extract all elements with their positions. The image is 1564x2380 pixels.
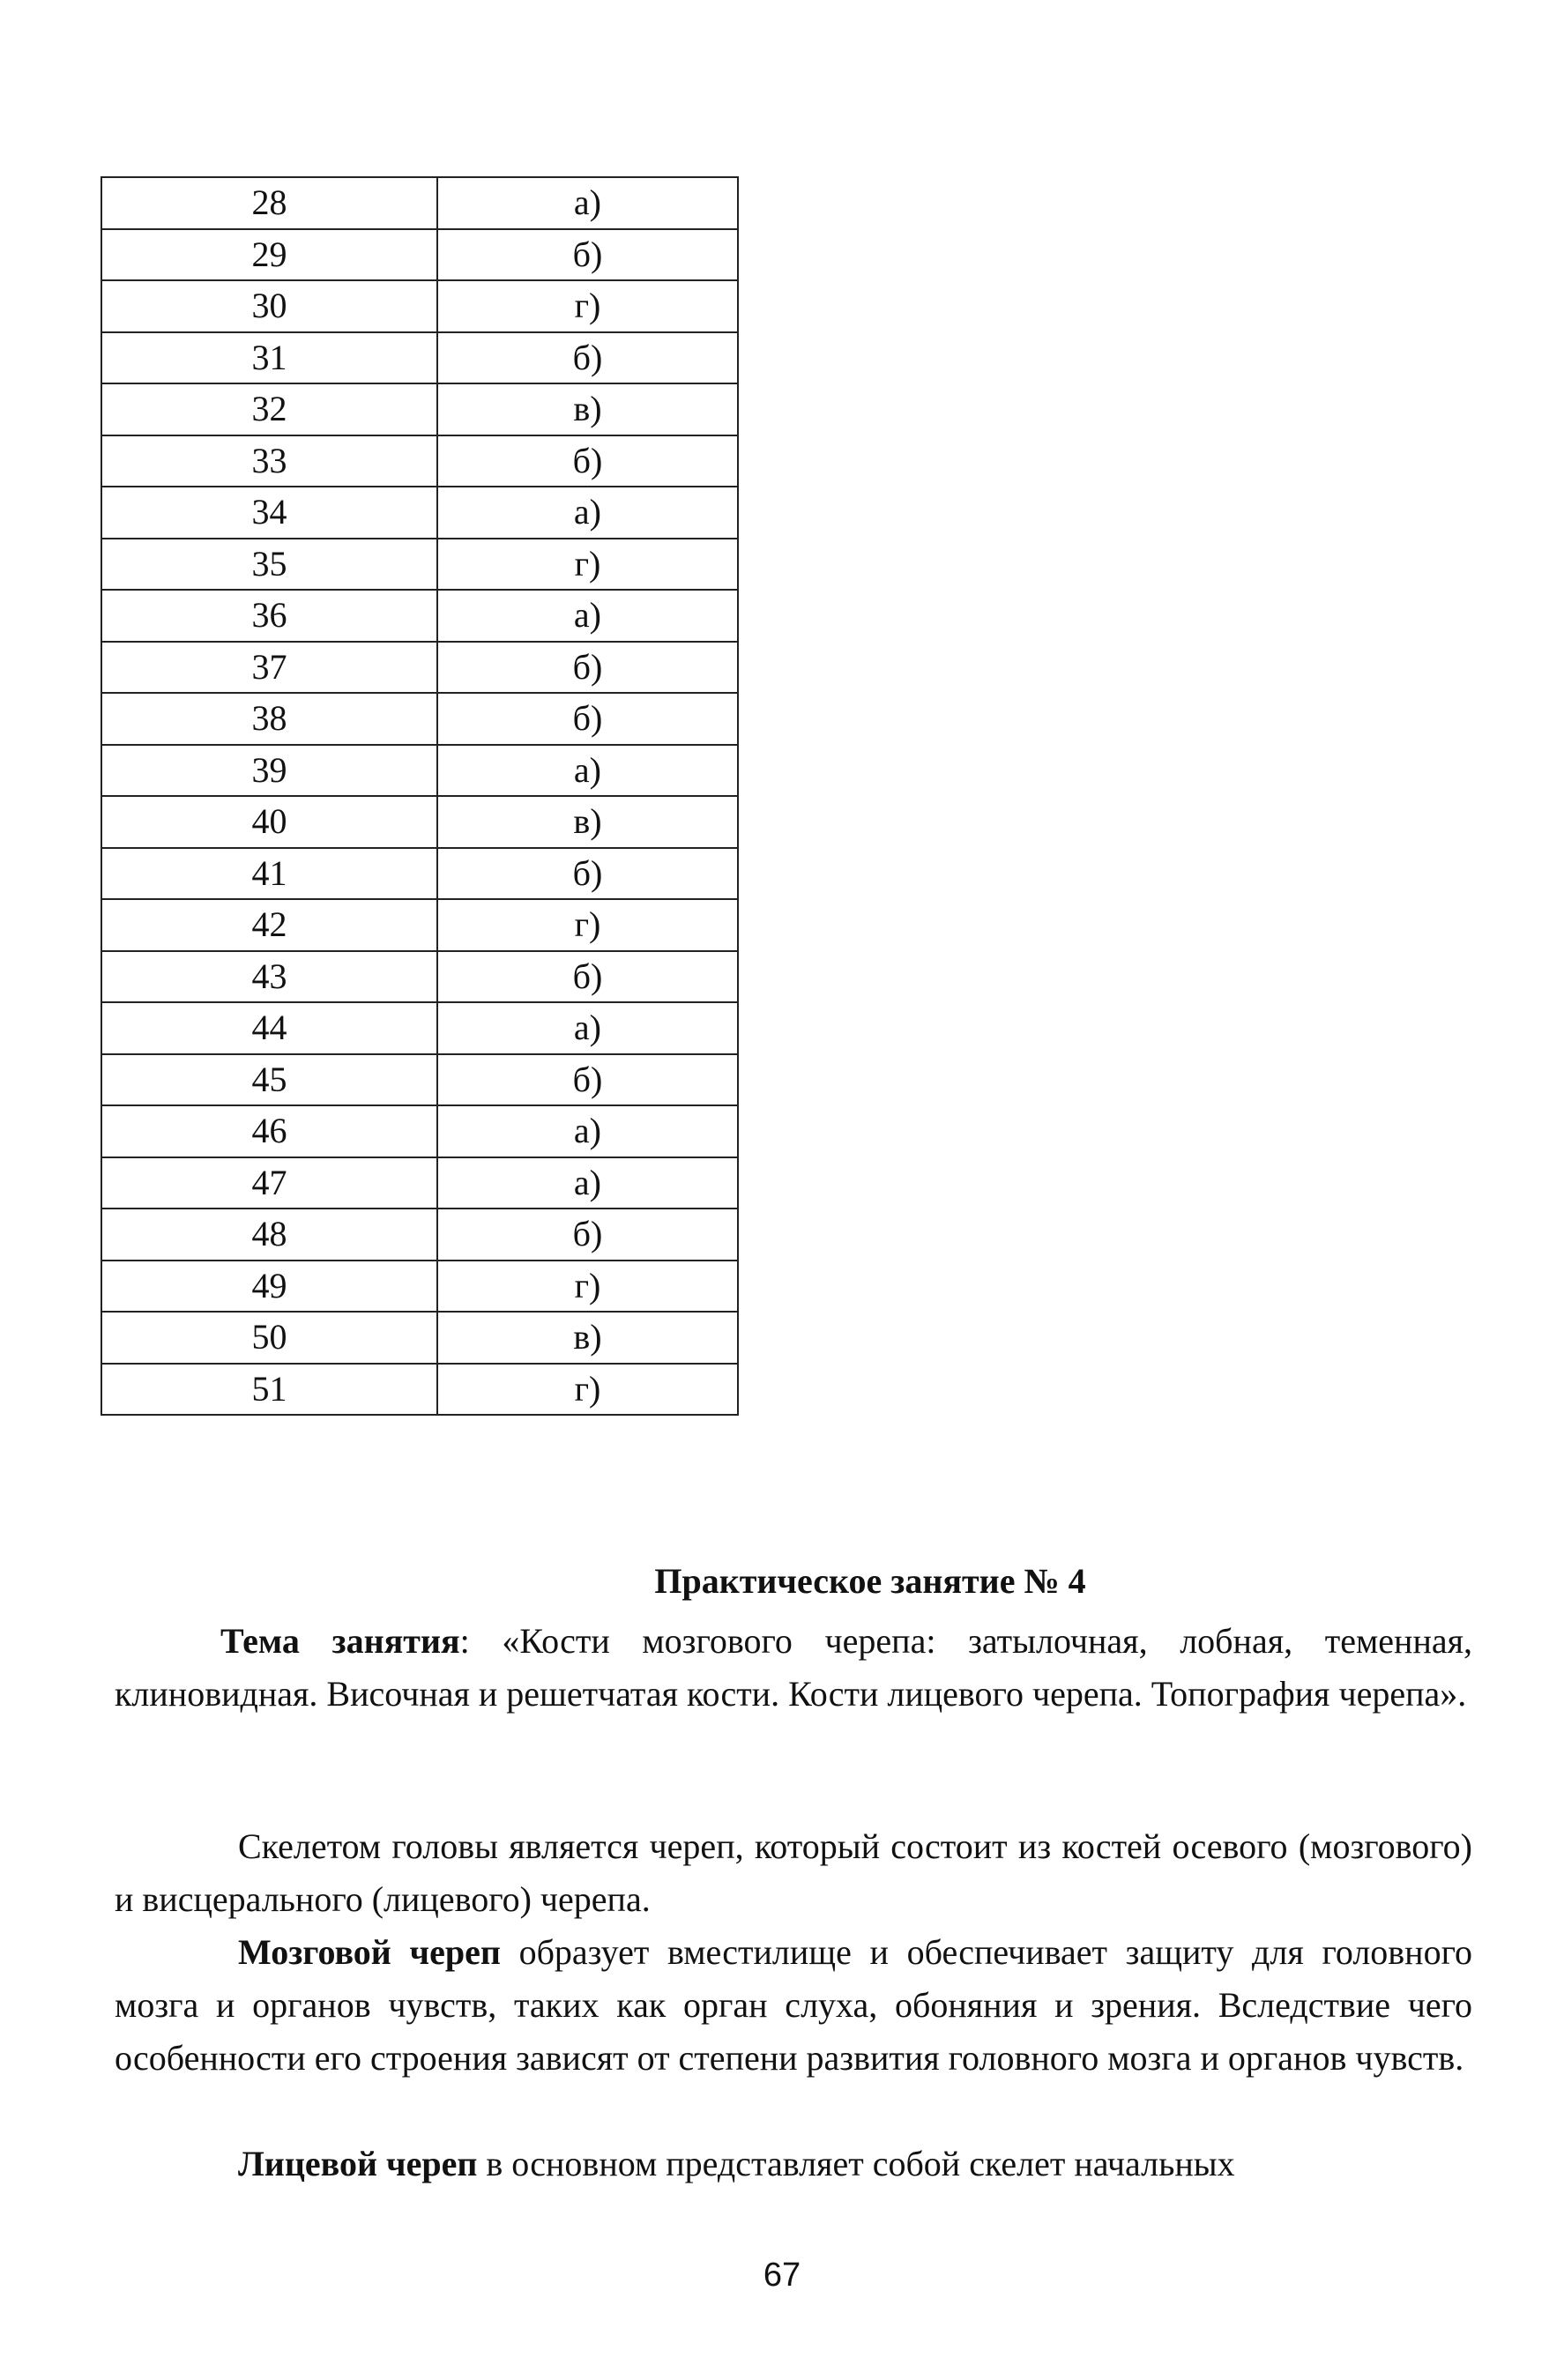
table-row	[101, 1312, 738, 1364]
question-number: 31	[101, 332, 437, 384]
question-number: 33	[101, 435, 437, 487]
answer-letter: б)	[437, 229, 738, 281]
question-number: 38	[101, 693, 437, 745]
answer-letter: г)	[437, 899, 738, 951]
question-number: 30	[101, 280, 437, 332]
question-number: 37	[101, 642, 437, 694]
table-row	[101, 539, 738, 591]
table-row	[101, 1364, 738, 1416]
table-row	[101, 951, 738, 1003]
answer-letter: в)	[437, 1312, 738, 1364]
answer-letter: г)	[437, 280, 738, 332]
answer-letter: г)	[437, 1261, 738, 1313]
answer-letter: б)	[437, 693, 738, 745]
answer-letter: а)	[437, 177, 738, 229]
table-row	[101, 693, 738, 745]
answer-letter: в)	[437, 383, 738, 435]
table-row	[101, 642, 738, 694]
answer-letter: б)	[437, 1054, 738, 1106]
paragraph-facial-skull	[115, 2138, 1472, 2190]
question-number: 34	[101, 487, 437, 539]
neurocranium-term: Мозговой череп	[238, 1932, 501, 1972]
answer-letter: б)	[437, 332, 738, 384]
page-number: 67	[763, 2257, 801, 2294]
answer-letter: в)	[437, 796, 738, 848]
question-number: 51	[101, 1364, 437, 1416]
question-number: 46	[101, 1105, 437, 1157]
table-row	[101, 796, 738, 848]
answer-letter: г)	[437, 1364, 738, 1416]
table-row	[101, 848, 738, 900]
question-number: 44	[101, 1002, 437, 1054]
lesson-heading: Практическое занятие № 4	[654, 1561, 1086, 1601]
answer-letter: а)	[437, 1105, 738, 1157]
table-row	[101, 332, 738, 384]
table-row	[101, 177, 738, 229]
lesson-topic	[115, 1615, 1472, 1721]
question-number: 35	[101, 539, 437, 591]
answer-letter: б)	[437, 848, 738, 900]
table-row	[101, 745, 738, 797]
answer-letter: а)	[437, 745, 738, 797]
facial-skull-term: Лицевой череп	[238, 2144, 478, 2183]
question-number: 41	[101, 848, 437, 900]
table-row	[101, 487, 738, 539]
question-number: 42	[101, 899, 437, 951]
question-number: 49	[101, 1261, 437, 1313]
table-row	[101, 229, 738, 281]
answer-letter: а)	[437, 487, 738, 539]
table-row	[101, 1105, 738, 1157]
topic-text: : «Кости мозгового черепа: затылочная, лобная, теменная, клиновидная. Височная и решетчатая кости. Кости лицевого черепа. Топография черепа».	[115, 1621, 1473, 1714]
answer-letter: г)	[437, 539, 738, 591]
table-row	[101, 383, 738, 435]
question-number: 36	[101, 590, 437, 642]
question-number: 45	[101, 1054, 437, 1106]
question-number: 40	[101, 796, 437, 848]
question-number: 50	[101, 1312, 437, 1364]
answer-table	[101, 176, 739, 1416]
answer-letter: б)	[437, 642, 738, 694]
table-row	[101, 899, 738, 951]
answer-letter: б)	[437, 435, 738, 487]
question-number: 32	[101, 383, 437, 435]
facial-skull-text: в основном представляет собой скелет начальных	[477, 2144, 1235, 2183]
question-number: 29	[101, 229, 437, 281]
answer-letter: а)	[437, 1157, 738, 1209]
question-number: 48	[101, 1209, 437, 1261]
table-row	[101, 1054, 738, 1106]
paragraph-neurocranium	[115, 1926, 1472, 2085]
answer-table-body	[101, 177, 738, 1415]
topic-label: Тема занятия	[220, 1621, 460, 1661]
question-number: 39	[101, 745, 437, 797]
table-row	[101, 1261, 738, 1313]
answer-letter: б)	[437, 1209, 738, 1261]
table-row	[101, 1002, 738, 1054]
table-row	[101, 280, 738, 332]
answer-letter: б)	[437, 951, 738, 1003]
neurocranium-text: образует вместилище и обеспечивает защиту для головного мозга и органов чувств, таких как орган слуха, обоняния и зрения. Вследствие чего особенности его строения зависят от степени развития головного мозга и органов чувств.	[115, 1932, 1472, 2078]
table-row	[101, 435, 738, 487]
answer-letter: а)	[437, 590, 738, 642]
paragraph-skull: Скелетом головы является череп, который состоит из костей осевого (мозгового) и висцерального (лицевого) черепа.	[115, 1826, 1472, 1919]
question-number: 47	[101, 1157, 437, 1209]
question-number: 28	[101, 177, 437, 229]
table-row	[101, 1157, 738, 1209]
table-row	[101, 1209, 738, 1261]
question-number: 43	[101, 951, 437, 1003]
answer-letter: а)	[437, 1002, 738, 1054]
table-row	[101, 590, 738, 642]
